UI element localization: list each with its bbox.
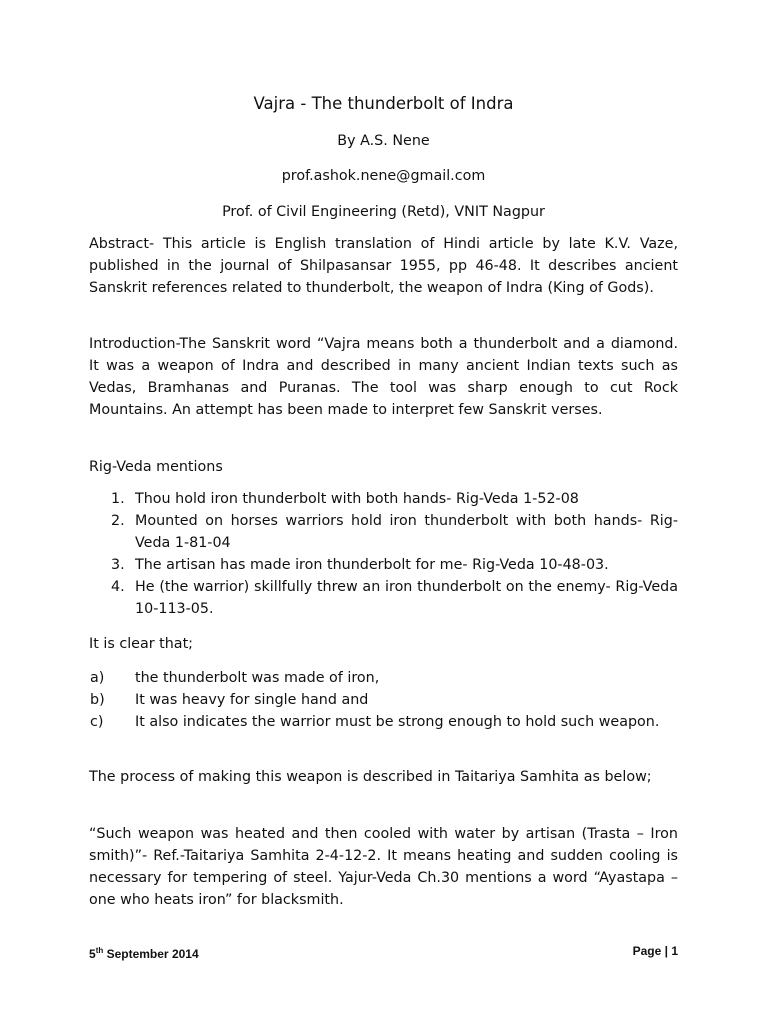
- list-marker: a): [90, 670, 105, 686]
- footer-date-suffix: th: [95, 946, 104, 955]
- list-marker: b): [90, 692, 105, 708]
- list-item: [89, 488, 678, 510]
- list-marker: 3.: [111, 557, 125, 573]
- list-item: [89, 689, 678, 711]
- introduction-paragraph: Introduction-The Sanskrit word “Vajra means both a thunderbolt and a diamond. It was a weapon of Indra and described in many ancient Indian texts such as Vedas, Bramhanas and Puranas. The tool was sharp enough to cut Rock Mountains. An attempt has been made to interpret few Sanskrit verses.: [89, 336, 678, 418]
- footer-date-rest: September 2014: [103, 947, 199, 961]
- clear-heading: It is clear that;: [89, 636, 193, 652]
- list-item-text: He (the warrior) skillfully threw an iron thunderbolt on the enemy- Rig-Veda 10-113-05.: [135, 579, 678, 617]
- list-item-text: It also indicates the warrior must be strong enough to hold such weapon.: [135, 714, 660, 730]
- document-page: [89, 0, 678, 1024]
- list-marker: 4.: [111, 579, 125, 595]
- list-item-text: Mounted on horses warriors hold iron thunderbolt with both hands- Rig-Veda 1-81-04: [135, 513, 678, 551]
- author-affiliation: Prof. of Civil Engineering (Retd), VNIT Nagpur: [222, 204, 545, 220]
- list-item-text: The artisan has made iron thunderbolt for me- Rig-Veda 10-48-03.: [135, 557, 609, 573]
- list-item-text: It was heavy for single hand and: [135, 692, 369, 708]
- footer-date-day: 5: [89, 947, 96, 961]
- list-item-text: the thunderbolt was made of iron,: [135, 670, 380, 686]
- page-number: Page | 1: [632, 944, 678, 958]
- list-item: [89, 510, 678, 554]
- list-item: [89, 576, 678, 620]
- list-item: [89, 554, 678, 576]
- rigveda-heading: Rig-Veda mentions: [89, 459, 223, 475]
- abstract-paragraph: Abstract- This article is English translation of Hindi article by late K.V. Vaze, published in the journal of Shilpasansar 1955, pp 46-48. It describes ancient Sanskrit references related to thunderbolt, the weapon of Indra (King of Gods).: [89, 236, 678, 296]
- list-item-text: Thou hold iron thunderbolt with both hands- Rig-Veda 1-52-08: [135, 491, 579, 507]
- author-line: By A.S. Nene: [337, 133, 430, 149]
- document-title: Vajra - The thunderbolt of Indra: [253, 94, 514, 113]
- list-marker: 1.: [111, 491, 125, 507]
- footer-date: [89, 941, 199, 964]
- list-item: [89, 711, 678, 733]
- quote-paragraph: “Such weapon was heated and then cooled with water by artisan (Trasta – Iron smith)”- Ref.-Taitariya Samhita 2-4-12-2. It means heating and sudden cooling is necessary for tempering of steel. Yajur-Veda Ch.30 mentions a word “Ayastapa –one who heats iron” for blacksmith.: [89, 826, 678, 908]
- process-paragraph: The process of making this weapon is described in Taitariya Samhita as below;: [89, 769, 652, 785]
- author-email: prof.ashok.nene@gmail.com: [281, 168, 486, 184]
- list-item: [89, 667, 678, 689]
- conclusion-list: [89, 667, 678, 733]
- list-marker: c): [90, 714, 104, 730]
- rigveda-list: [89, 488, 678, 620]
- list-marker: 2.: [111, 513, 125, 529]
